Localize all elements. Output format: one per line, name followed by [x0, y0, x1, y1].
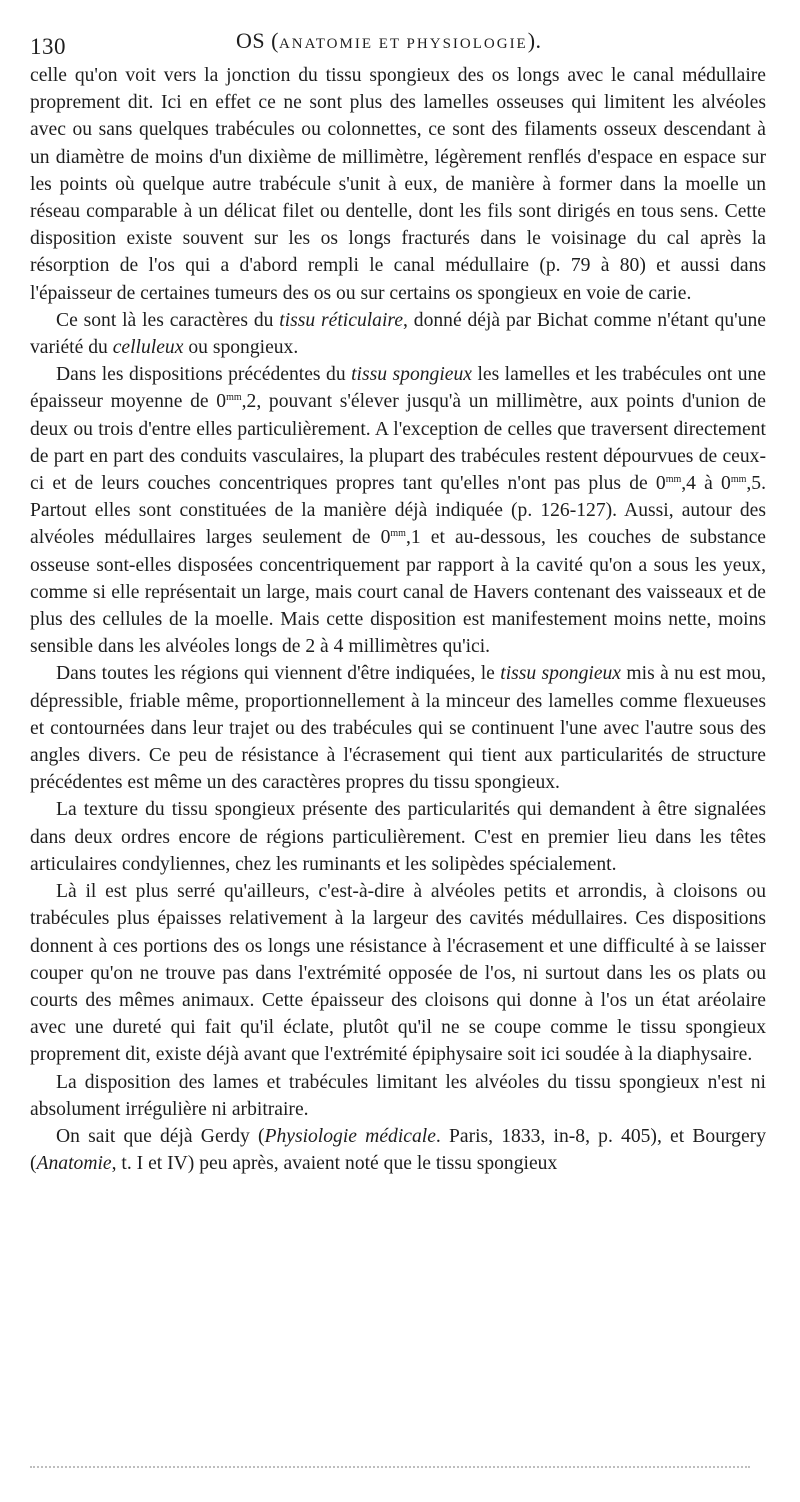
paragraph-2-text-b: , donné déjà par Bichat comme n'étant qu'une variété du	[30, 309, 766, 359]
citation-anatomie: Anatomie	[36, 1153, 112, 1175]
paragraph-1	[30, 62, 766, 307]
unit-mm-superscript: mm	[226, 392, 242, 404]
paragraph-8-text-a: On sait que déjà Gerdy (	[56, 1125, 265, 1147]
paragraph-3	[30, 361, 766, 660]
paragraph-4-text-b: mis à nu est mou, dépressible, friable même, proportionnellement à la minceur des lamelles comme flexueuses et contournées dans leur trajet ou des trabécules qui se continuent l'une avec l'autre sous des angles divers. Ce peu de résistance à l'écrasement qui tient aux particularités de structure précédentes est même un des caractères propres du tissu spongieux.	[30, 663, 767, 794]
running-title-smallcaps: ANATOMIE ET PHYSIOLOGIE	[278, 36, 528, 52]
paragraph-7	[30, 1069, 766, 1123]
paragraph-3-text-f: ,1 et au-dessous, les couches de substance osseuse sont-elles disposées concentriquement par rapport à la cavité qu'on a sous les yeux, comme si elle représentait un large, mais court canal de Havers contenant des vaisseaux et de plus des cellules de la moelle. Mais cette disposition est manifestement moins nette, moins sensible dans les alvéoles longs de 2 à 4 millimètres qu'ici.	[30, 527, 766, 658]
term-tissu-spongieux: tissu spongieux	[500, 663, 622, 685]
term-tissu-spongieux: tissu spongieux	[351, 364, 472, 386]
paragraph-7-text: La disposition des lames et trabécules limitant les alvéoles du tissu spongieux n'est ni absolument irrégulière ni arbitraire.	[30, 1071, 766, 1120]
paragraph-3-text-c: ,2, pouvant s'élever jusqu'à un millimètre, aux points d'union de deux ou trois d'entre elles particulièrement. A l'exception de celles que traversent directement de part en part des conduits vasculaires, la plupart des trabécules restent dépourvues de ceux-ci et de leurs couches concentriques propres tant qu'elles n'ont pas plus de 0	[30, 391, 766, 495]
unit-mm-superscript: mm	[665, 474, 682, 486]
term-tissu-reticulaire: tissu réticulaire	[279, 309, 404, 331]
running-title-end: ).	[527, 28, 542, 53]
book-page	[30, 28, 766, 1177]
paragraph-6-text: Là il est plus serré qu'ailleurs, c'est-à-dire à alvéoles petits et arrondis, à cloisons ou trabécules plus épaisses relativement à la largeur des cavités médullaires. Ces dispositions donnent à ces portions des os longs une résistance à l'écrasement et une difficulté à se laisser couper qu'on ne trouve pas dans l'extrémité opposée de l'os, ni surtout dans les os plats ou courts des mêmes animaux. Cette épaisseur des cloisons qui donne à l'os un état aréolaire avec une dureté qui fait qu'il éclate, plutôt qu'il ne se coupe comme le tissu spongieux proprement dit, existe déjà avant que l'extrémité épiphysaire soit ici soudée à la diaphysaire.	[30, 881, 766, 1066]
paragraph-2-text-a: Ce sont là les caractères du	[56, 309, 280, 331]
unit-mm-superscript: mm	[730, 474, 747, 486]
paragraph-5-text: La texture du tissu spongieux présente des particularités qui demandent à être signalées dans deux ordres encore de régions particulièrement. C'est en premier lieu dans les têtes articulaires condyliennes, chez les ruminants et les solipèdes spécialement.	[30, 799, 766, 875]
paragraph-3-text-e: ,5. Partout elles sont constituées de la manière déjà indiquée (p. 126-127). Aussi, autour des alvéoles médullaires larges seulement de 0	[30, 473, 766, 549]
paragraph-4-text-a: Dans toutes les régions qui viennent d'être indiquées, le	[56, 663, 501, 685]
body-text	[30, 62, 766, 1177]
paragraph-8	[30, 1123, 766, 1177]
paragraph-4	[30, 660, 766, 796]
term-celluleux: celluleux	[112, 337, 184, 359]
running-title	[236, 28, 542, 54]
paragraph-2	[30, 307, 766, 361]
paragraph-8-text-c: , t. I et IV) peu après, avaient noté que le tissu spongieux	[111, 1153, 558, 1175]
bottom-scan-artifact-rule	[30, 1466, 750, 1468]
paragraph-3-text-d: ,4 à 0	[681, 473, 731, 495]
unit-mm-superscript: mm	[390, 528, 406, 540]
running-title-main: OS (	[236, 28, 279, 53]
paragraph-3-text-b: les lamelles et les trabécules ont une épaisseur moyenne de 0	[30, 364, 766, 413]
citation-physiologie-medicale: Physiologie médicale	[264, 1125, 436, 1147]
paragraph-8-text-b: . Paris, 1833, in-8, p. 405), et Bourgery (	[30, 1125, 766, 1175]
paragraph-3-text-a: Dans les dispositions précédentes du	[56, 364, 352, 386]
paragraph-2-text-c: ou spongieux.	[183, 337, 299, 359]
paragraph-5	[30, 796, 766, 878]
paragraph-1-text: celle qu'on voit vers la jonction du tissu spongieux des os longs avec le canal médullaire proprement dit. Ici en effet ce ne sont plus des lamelles osseuses qui limitent les alvéoles avec ou sans quelques trabécules ou colonnettes, ce sont des filaments osseux descendant à un diamètre de moins d'un dixième de millimètre, légèrement renflés d'espace en espace sur les points où quelque autre trabécule s'unit à eux, de manière à former dans la moelle un réseau comparable à un délicat filet ou dentelle, dont les fils sont dirigés en tous sens. Cette disposition existe souvent sur les os longs fracturés dans le voisinage du cal après la résorption de l'os qui a d'abord rempli le canal médullaire (p. 79 à 80) et aussi dans l'épaisseur de certaines tumeurs des os ou sur certains os spongieux en voie de carie.	[30, 65, 766, 304]
paragraph-6	[30, 878, 766, 1068]
page-number: 130	[30, 34, 66, 59]
page-header	[30, 28, 766, 62]
